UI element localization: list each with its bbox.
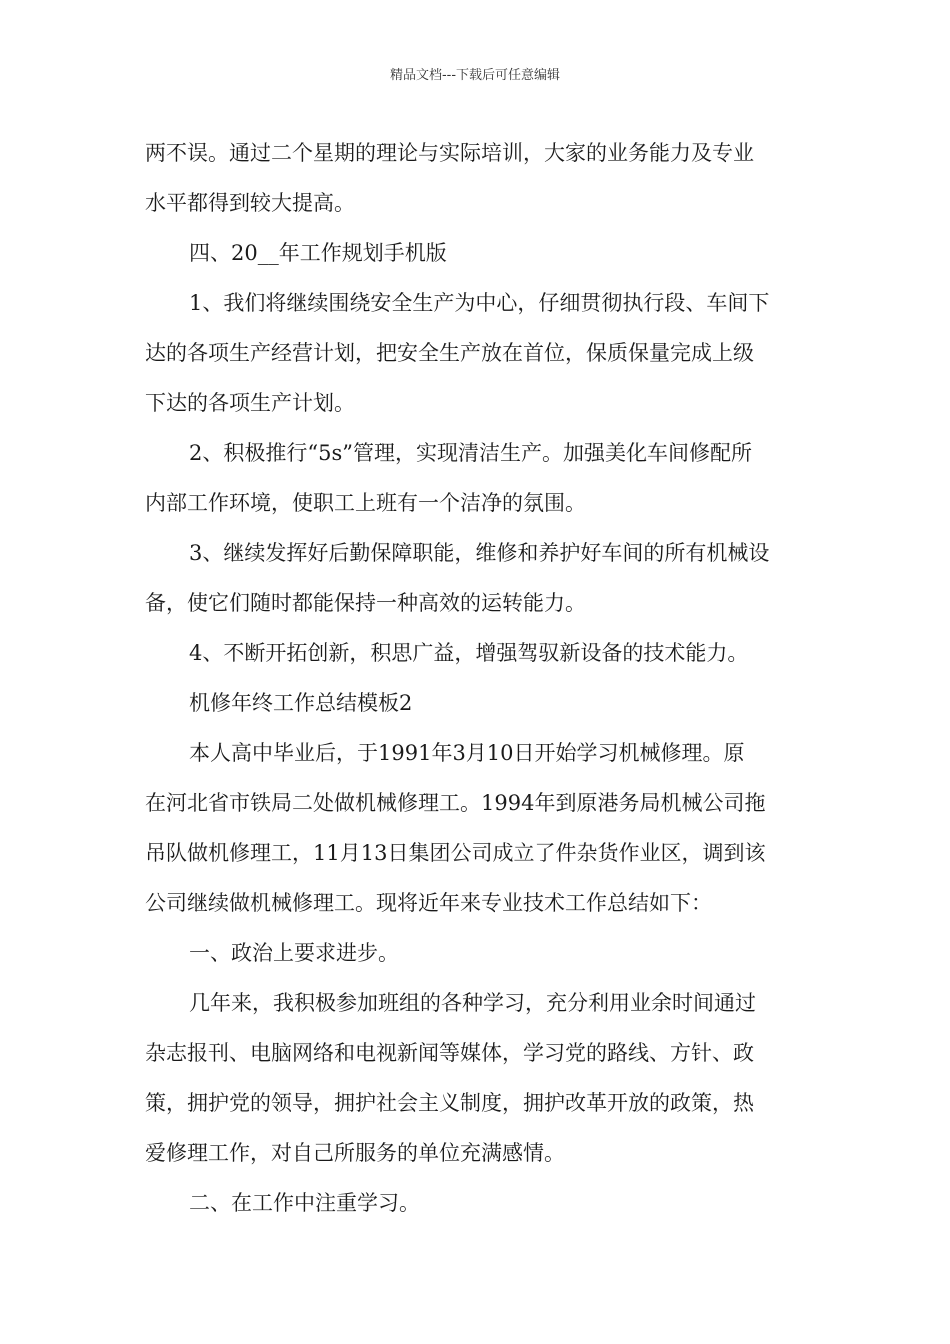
document-body — [145, 128, 810, 1228]
text-line: 本人高中毕业后，于1991年3月10日开始学习机械修理。原 — [189, 741, 745, 765]
text-line: 1、我们将继续围绕安全生产为中心，仔细贯彻执行段、车间下 — [189, 291, 770, 315]
text-line: 几年来，我积极参加班组的各种学习，充分利用业余时间通过 — [189, 991, 756, 1015]
text-line: 3、继续发挥好后勤保障职能，维修和养护好车间的所有机械设 — [189, 541, 770, 565]
text-line: 2、积极推行“5s”管理，实现清洁生产。加强美化车间修配所 — [189, 441, 752, 465]
text-line: 吊队做机修理工，11月13日集团公司成立了件杂货作业区，调到该 — [145, 841, 766, 865]
page-header: 精品文档---下载后可任意编辑 — [389, 68, 561, 83]
text-line: 下达的各项生产计划。 — [145, 391, 355, 415]
text-line: 两不误。通过二个星期的理论与实际培训，大家的业务能力及专业 — [145, 141, 754, 165]
text-line: 水平都得到较大提高。 — [145, 191, 355, 215]
text-line: 策，拥护党的领导，拥护社会主义制度，拥护改革开放的政策，热 — [145, 1091, 754, 1115]
section-heading: 机修年终工作总结模板2 — [189, 691, 413, 715]
text-line: 杂志报刊、电脑网络和电视新闻等媒体，学习党的路线、方针、政 — [145, 1041, 754, 1065]
text-line: 内部工作环境，使职工上班有一个洁净的氛围。 — [145, 491, 586, 515]
text-line: 在河北省市铁局二处做机械修理工。1994年到原港务局机械公司拖 — [145, 791, 766, 815]
section-heading: 二、在工作中注重学习。 — [189, 1191, 420, 1215]
text-line: 爱修理工作，对自己所服务的单位充满感情。 — [145, 1141, 565, 1165]
text-line: 达的各项生产经营计划，把安全生产放在首位，保质保量完成上级 — [145, 341, 754, 365]
text-line: 公司继续做机械修理工。现将近年来专业技术工作总结如下： — [145, 891, 712, 915]
text-line: 4、不断开拓创新，积思广益，增强驾驭新设备的技术能力。 — [189, 641, 749, 665]
section-heading: 四、20__年工作规划手机版 — [189, 241, 447, 265]
section-heading: 一、政治上要求进步。 — [189, 941, 399, 965]
text-line: 备，使它们随时都能保持一种高效的运转能力。 — [145, 591, 586, 615]
